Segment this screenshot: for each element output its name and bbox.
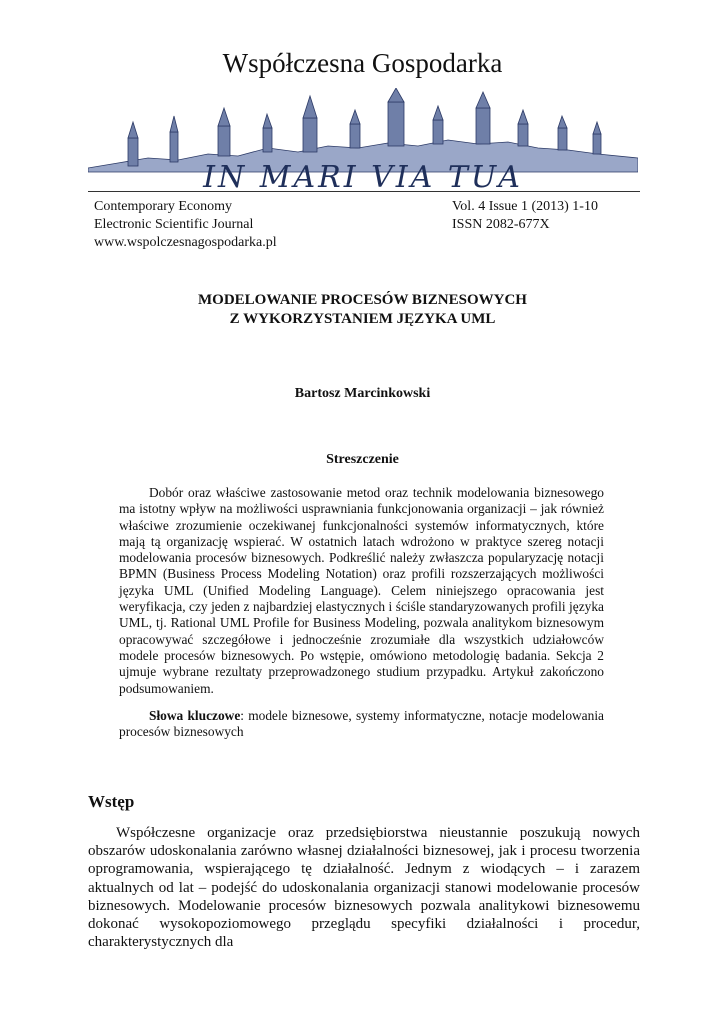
journal-info-left xyxy=(94,198,277,252)
journal-title: Współczesna Gospodarka xyxy=(222,48,503,78)
author-name: Bartosz Marcinkowski xyxy=(294,386,431,401)
header-divider xyxy=(88,191,640,192)
journal-name-en: Contemporary Economy xyxy=(94,199,233,214)
section-heading-intro: Wstęp xyxy=(88,792,135,811)
volume-issue: Vol. 4 Issue 1 (2013) 1-10 xyxy=(452,199,598,214)
paper-title-line-1: MODELOWANIE PROCESÓW BIZNESOWYCH xyxy=(198,292,527,308)
issn: ISSN 2082-677X xyxy=(452,217,550,232)
journal-url[interactable]: www.wspolczesnagospodarka.pl xyxy=(94,235,277,250)
journal-info-right xyxy=(452,198,598,234)
banner-motto: IN MARI VIA TUA xyxy=(203,160,523,195)
keywords xyxy=(119,708,604,741)
abstract-heading: Streszczenie xyxy=(326,452,399,467)
intro-paragraph: Współczesne organizacje oraz przedsiębiorstwa nieustannie poszukują nowych obszarów udoskonalania zarówno własnej działalności biznesowej, jak i procesu tworzenia oprogramowania, wspierającego tę działalność. Jednym z wiodących – i zarazem aktualnych od lat – podejść do udoskonalania organizacji stanowi modelowanie procesów biznesowych. Modelowanie procesów biznesowych pozwala analitykowi biznesowemu dokonać wysokopoziomowego przeglądu specyfiki działalności i procedur, charakterystycznych dla xyxy=(88,825,640,951)
journal-type: Electronic Scientific Journal xyxy=(94,217,254,232)
paper-title xyxy=(0,291,725,329)
paper-title-line-2: Z WYKORZYSTANIEM JĘZYKA UML xyxy=(229,311,496,327)
keywords-text: : modele biznesowe, systemy informatyczne, notacje modelowania procesów biznesowych xyxy=(119,708,604,740)
abstract-text: Dobór oraz właściwe zastosowanie metod oraz technik modelowania biznesowego ma istotny wpływ na możliwości usprawniania funkcjonowania organizacji – jak również właściwe zrozumienie oczekiwanej funkcjonalności systemów informatycznych, które mają tą organizację wspierać. W ostatnich latach wdrożono w praktyce szereg notacji modelowania procesów biznesowych. Podkreślić należy zwłaszcza popularyzację notacji BPMN (Business Process Modeling Notation) oraz profili rozszerzających możliwości języka UML (Unified Modeling Language). Celem niniejszego opracowania jest weryfikacja, czy jeden z najbardziej elastycznych i ściśle standaryzowanych profili języka UML, tj. Rational UML Profile for Business Modeling, pozwala analitykom biznesowym opracowywać szczegółowe i jednocześnie zrozumiałe dla wszystkich udziałowców modele procesów biznesowych. Po wstępie, omówiono metodologię badania. Sekcja 2 ujmuje wybrane rezultaty przeprowadzonego studium przypadku. Artykuł zakończono podsumowaniem. xyxy=(119,485,604,696)
keywords-label: Słowa kluczowe xyxy=(149,708,241,723)
